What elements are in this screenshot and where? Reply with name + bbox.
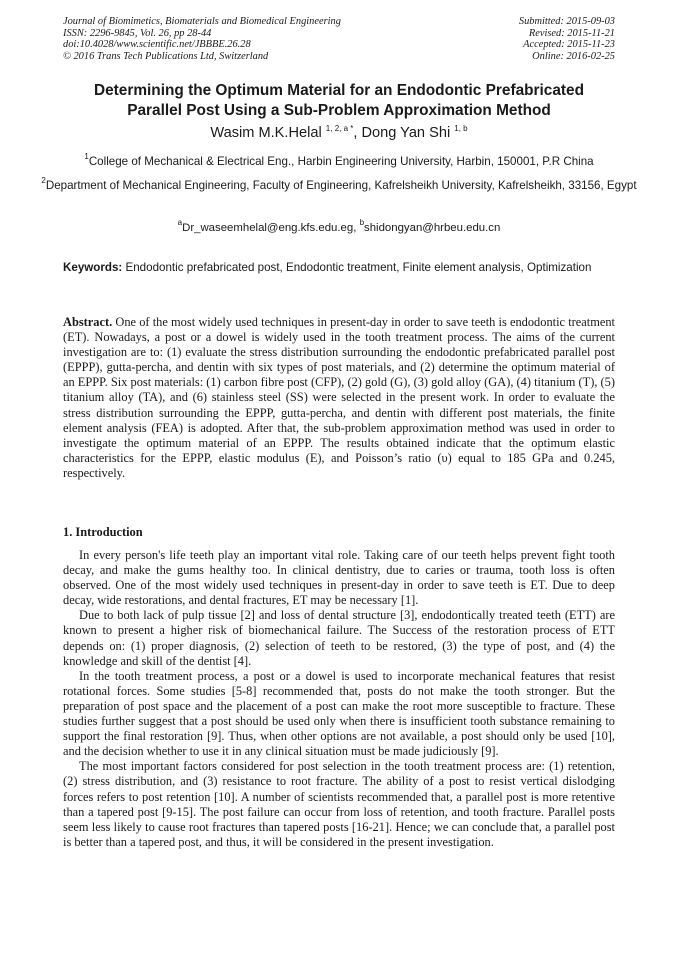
date-accepted: Accepted: 2015-11-23	[523, 39, 615, 51]
journal-header-right	[395, 16, 615, 62]
title-line-2: Parallel Post Using a Sub-Problem Approximation Method	[127, 102, 551, 119]
abstract-text: One of the most widely used techniques in present-day in order to save teeth is endodontic treatment (ET). Nowadays, a post or a dowel is widely used in the tooth treatment process. The aims of the current investigation are to: (1) evaluate the stress distribution surrounding the endodontic prefabricated parallel post (EPPP), gutta-percha, and dentin with six types of post materials, and (2) determine the optimum material of an EPPP. Six post materials: (1) carbon fibre post (CFP), (2) gold (G), (3) gold alloy (GA), (4) titanium (T), (5) titanium alloy (TA), and (6) stainless steel (SS) were selected in the present work. In order to evaluate the stress distribution surrounding the EPPP, gutta-percha, and dentin with different post materials, the finite element analysis (FEA) is adopted. After that, the sub-problem approximation method was used in order to investigate the optimum material of an EPPP. The results obtained indicate that the optimum elastic characteristics for the EPPP, elastic modulus (E), and Poisson’s ratio (υ) equal to 185 GPa and 0.245, respectively.	[63, 315, 615, 480]
journal-issn: ISSN: 2296-9845, Vol. 26, pp 28-44	[63, 27, 212, 39]
keywords-text: Endodontic prefabricated post, Endodontic treatment, Finite element analysis, Optimization	[122, 261, 592, 274]
date-revised: Revised: 2015-11-21	[528, 27, 615, 39]
author-2-affil: 1, b	[454, 124, 468, 133]
author-emails	[40, 219, 638, 237]
author-list	[40, 124, 638, 142]
email-b[interactable]: shidongyan@hrbeu.edu.cn	[364, 222, 501, 234]
intro-paragraph-1: In every person's life teeth play an important vital role. Taking care of our teeth helps prevent fight tooth decay, and make the gums healthy too. In clinical dentistry, due to caries or trauma, tooth loss is often observed. One of the most widely used techniques in present-day in order to save teeth is ET. Due to deep decay, wide restorations, and dental fractures, ET may be necessary [1].	[63, 548, 615, 608]
section-heading-introduction: 1. Introduction	[63, 525, 143, 539]
abstract	[63, 315, 615, 481]
journal-doi: doi:10.4028/www.scientific.net/JBBBE.26.28	[63, 39, 251, 51]
author-1: Wasim M.K.Helal	[210, 125, 322, 141]
keywords	[63, 258, 615, 277]
intro-paragraph-4: The most important factors considered for post selection in the tooth treatment process are: (1) retention, (2) stress distribution, and (3) resistance to root fracture. The ability of a post to resist vertical dislodging forces refers to post retention [10]. A number of scientists recommended that, a parallel post is more retentive than a tapered post [9-15]. The post failure can occur from loss of retention, and tooth fracture. Parallel posts seem less likely to cause root fractures than tapered posts [16-21]. Hence; we can conclude that, a parallel post is better than a tapered post, and thus, it will be considered in the present investigation.	[63, 759, 615, 849]
journal-name: Journal of Biomimetics, Biomaterials and Biomedical Engineering	[63, 16, 341, 27]
date-submitted: Submitted: 2015-09-03	[518, 16, 615, 27]
affiliation-2-mark: 2	[41, 176, 46, 185]
paper-title	[55, 81, 623, 121]
email-a-mark: a	[177, 218, 183, 227]
affiliation-1-text: College of Mechanical & Electrical Eng., Harbin Engineering University, Harbin, 150001, P.R China	[88, 155, 594, 168]
journal-header-left	[63, 16, 393, 62]
intro-paragraph-3: In the tooth treatment process, a post or a dowel is used to incorporate mechanical features that resist rotational forces. Some studies [5-8] recommended that, posts do not make the tooth stronger. But the preparation of post space and the placement of a post can make the root more susceptible to fracture. These studies further suggest that a post should be used only when there is insufficient tooth substance remaining to support the final restoration [9]. Thus, when other options are not available, a post should only be used [10], and the decision whether to use it in any clinical situation must be made judiciously [9].	[63, 668, 615, 759]
affiliation-2	[40, 176, 638, 195]
author-separator: ,	[353, 125, 362, 141]
email-a[interactable]: Dr_waseemhelal@eng.kfs.edu.eg,	[182, 222, 360, 234]
email-b-mark: b	[359, 218, 365, 227]
affiliation-1	[40, 152, 638, 171]
introduction-body	[63, 548, 615, 850]
intro-paragraph-2: Due to both lack of pulp tissue [2] and loss of dental structure [3], endodontically treated teeth (ETT) are known to present a higher risk of biomechanical failure. The Success of the restoration process of ETT depends on: (1) proper diagnosis, (2) selection of teeth to be restored, (3) the type of post, and (4) the knowledge and skill of the dentist [4].	[63, 608, 615, 668]
abstract-label: Abstract.	[63, 315, 113, 329]
author-1-affil: 1, 2, a *	[325, 124, 354, 133]
date-online: Online: 2016-02-25	[532, 50, 615, 62]
journal-copyright: © 2016 Trans Tech Publications Ltd, Switzerland	[63, 50, 269, 62]
affiliation-1-mark: 1	[84, 152, 89, 161]
title-line-1: Determining the Optimum Material for an Endodontic Prefabricated	[94, 82, 584, 99]
author-2: Dong Yan Shi	[361, 125, 451, 141]
keywords-label: Keywords:	[63, 261, 123, 274]
affiliation-2-text: Department of Mechanical Engineering, Faculty of Engineering, Kafrelsheikh University, Kafrelsheikh, 33156, Egypt	[45, 179, 637, 192]
